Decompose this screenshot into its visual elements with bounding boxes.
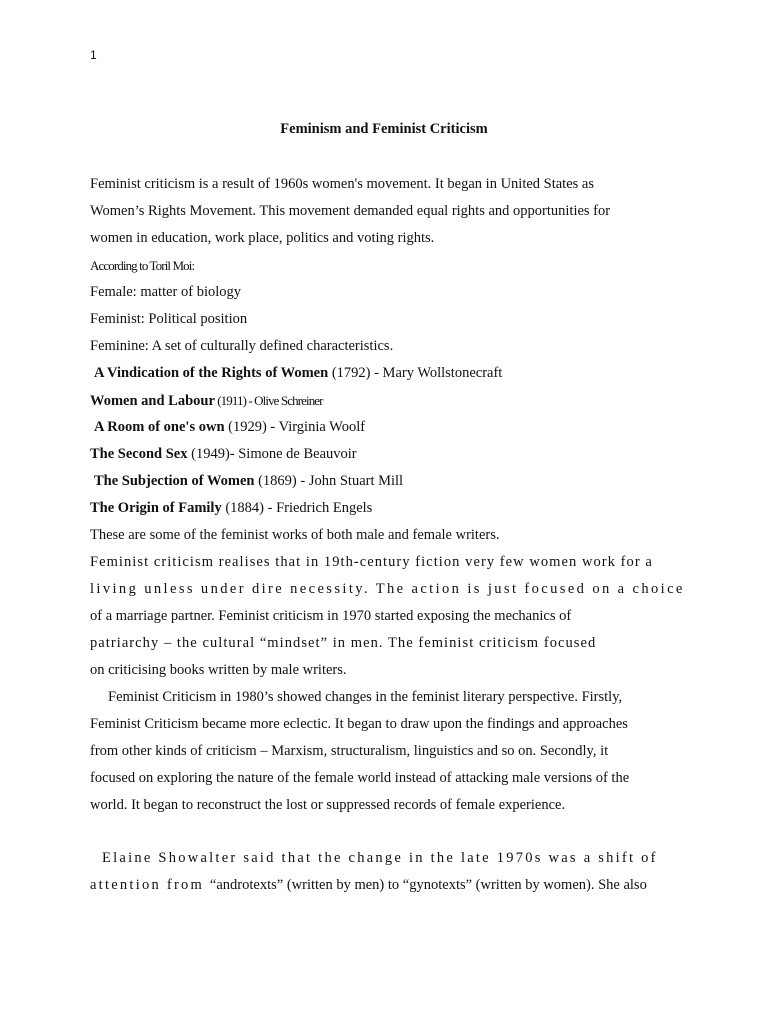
paragraph-line: world. It began to reconstruct the lost or suppressed records of female experience. <box>90 797 566 813</box>
work-entry <box>90 495 690 522</box>
work-title: Women and Labour <box>90 393 215 409</box>
work-title: The Origin of Family <box>90 500 222 516</box>
intro-line: Women’s Rights Movement. This movement demanded equal rights and opportunities for <box>90 203 611 219</box>
work-title: A Room of one's own <box>94 419 225 435</box>
paragraph-spacer <box>90 819 690 845</box>
work-entry <box>90 387 690 414</box>
spaced-text: attention from <box>90 877 210 893</box>
definition-line: Feminist: Political position <box>90 311 248 327</box>
according-to-label: According to Toril Moi: <box>90 258 195 273</box>
work-entry <box>90 441 690 468</box>
paragraph-line: Elaine Showalter said that the change in the late 1970s was a shift of <box>102 850 658 866</box>
paragraph-line: on criticising books written by male writers. <box>90 662 347 678</box>
work-detail: (1911) - Olive Schreiner <box>214 393 323 408</box>
paragraph-line <box>90 872 690 899</box>
paragraph-line: Feminist Criticism in 1980’s showed changes in the feminist literary perspective. Firstly, <box>108 689 623 705</box>
paragraph-line: Feminist criticism realises that in 19th-century fiction very few women work for a <box>90 554 653 570</box>
work-title: A Vindication of the Rights of Women <box>94 365 329 381</box>
paragraph-line: focused on exploring the nature of the female world instead of attacking male versions of the <box>90 770 630 786</box>
document-body <box>90 171 690 899</box>
definition-line: Female: matter of biology <box>90 284 242 300</box>
work-entry <box>90 360 690 387</box>
work-detail: (1792) - Mary Wollstonecraft <box>328 365 503 381</box>
work-title: The Subjection of Women <box>94 473 255 489</box>
document-title: Feminism and Feminist Criticism <box>280 121 488 137</box>
work-entry <box>90 468 690 495</box>
work-detail: (1884) - Friedrich Engels <box>221 500 373 516</box>
paragraph-line: from other kinds of criticism – Marxism, structuralism, linguistics and so on. Secondly, it <box>90 743 609 759</box>
work-entry <box>90 414 690 441</box>
intro-line: women in education, work place, politics and voting rights. <box>90 230 435 246</box>
paragraph-line: Feminist Criticism became more eclectic. It began to draw upon the findings and approaches <box>90 716 628 732</box>
work-detail: (1869) - John Stuart Mill <box>254 473 404 489</box>
page-number: 1 <box>90 48 97 62</box>
paragraph-line: living unless under dire necessity. The action is just focused on a choice <box>90 581 685 597</box>
works-note: These are some of the feminist works of both male and female writers. <box>90 527 500 543</box>
definition-line: Feminine: A set of culturally defined characteristics. <box>90 338 394 354</box>
work-detail: (1929) - Virginia Woolf <box>224 419 366 435</box>
intro-line: Feminist criticism is a result of 1960s women's movement. It began in United States as <box>90 176 594 192</box>
work-detail: (1949)- Simone de Beauvoir <box>187 446 357 462</box>
paragraph-text: “androtexts” (written by men) to “gynotexts” (written by women). She also <box>209 877 647 893</box>
paragraph-line: of a marriage partner. Feminist criticism in 1970 started exposing the mechanics of <box>90 608 572 624</box>
paragraph-line: patriarchy – the cultural “mindset” in men. The feminist criticism focused <box>90 635 597 651</box>
work-title: The Second Sex <box>90 446 188 462</box>
